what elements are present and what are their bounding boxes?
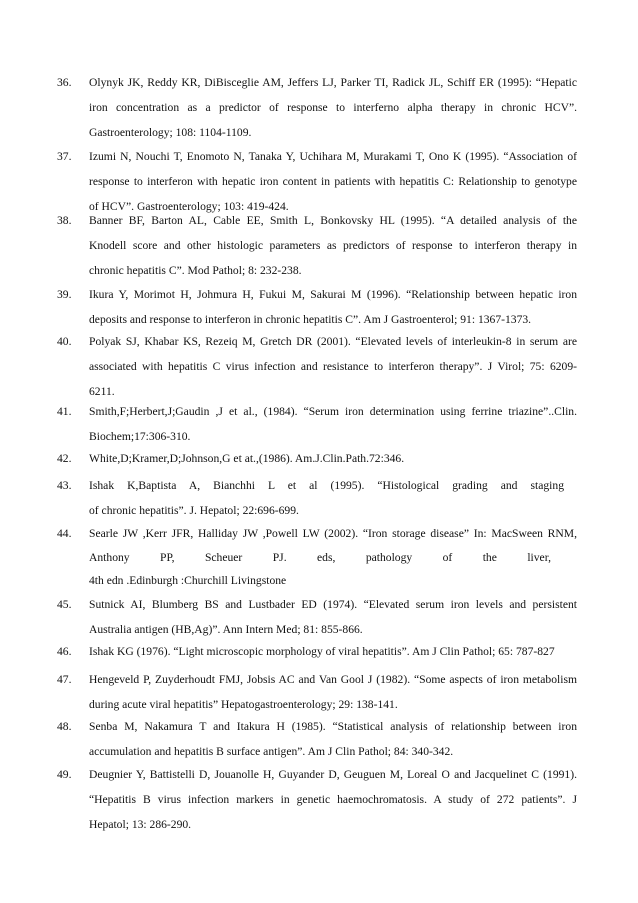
- reference-line: Sutnick AI, Blumberg BS and Lustbader ED (1974). “Elevated serum iron levels and persistent: [89, 598, 577, 611]
- reference-number: 44.: [57, 527, 72, 540]
- reference-line: accumulation and hepatitis B surface antigen”. Am J Clin Pathol; 84: 340-342.: [89, 745, 454, 758]
- reference-line: Polyak SJ, Khabar KS, Rezeiq M, Gretch DR (2001). “Elevated levels of interleukin-8 in serum are: [89, 335, 577, 348]
- reference-line: Ishak KG (1976). “Light microscopic morphology of viral hepatitis”. Am J Clin Pathol; 65: 787-827: [89, 645, 555, 658]
- reference-number: 41.: [57, 405, 72, 418]
- reference-line: 4th edn .Edinburgh :Churchill Livingstone: [89, 574, 287, 587]
- reference-line: Olynyk JK, Reddy KR, DiBisceglie AM, Jeffers LJ, Parker TI, Radick JL, Schiff ER (1995): “Hepatic: [89, 76, 577, 89]
- reference-line: deposits and response to interferon in chronic hepatitis C”. Am J Gastroenterol; 91: 1367-1373.: [89, 313, 532, 326]
- reference-number: 49.: [57, 768, 72, 781]
- reference-line: Hengeveld P, Zuyderhoudt FMJ, Jobsis AC and Van Gool J (1982). “Some aspects of iron metabolism: [89, 673, 577, 686]
- reference-line: Smith,F;Herbert,J;Gaudin ,J et al., (1984). “Serum iron determination using ferrine triazine”..Clin.: [89, 405, 577, 418]
- reference-number: 39.: [57, 288, 72, 301]
- reference-line: during acute viral hepatitis” Hepatogastroenterology; 29: 138-141.: [89, 698, 398, 711]
- reference-line: associated with hepatitis C virus infection and resistance to interferon therapy”. J Virol; 75: 6209-: [89, 360, 577, 373]
- reference-line: chronic hepatitis C”. Mod Pathol; 8: 232-238.: [89, 264, 302, 277]
- reference-line: Gastroenterology; 108: 1104-1109.: [89, 126, 252, 139]
- reference-line: Ishak K,Baptista A, Bianchhi L et al (1995). “Histological grading and staging: [89, 479, 564, 492]
- reference-number: 45.: [57, 598, 72, 611]
- reference-line: Biochem;17:306-310.: [89, 430, 191, 443]
- reference-number: 47.: [57, 673, 72, 686]
- reference-line: Senba M, Nakamura T and Itakura H (1985). “Statistical analysis of relationship between iron: [89, 720, 577, 733]
- reference-line: Searle JW ,Kerr JFR, Halliday JW ,Powell LW (2002). “Iron storage disease” In: MacSween RNM,: [89, 527, 577, 540]
- reference-line: response to interferon with hepatic iron content in patients with hepatitis C: Relationship to genotype: [89, 175, 577, 188]
- reference-line: Deugnier Y, Battistelli D, Jouanolle H, Guyander D, Geuguen M, Loreal O and Jacquelinet C (1991).: [89, 768, 577, 781]
- reference-line: Izumi N, Nouchi T, Enomoto N, Tanaka Y, Uchihara M, Murakami T, Ono K (1995). “Association of: [89, 150, 577, 163]
- reference-line: of HCV”. Gastroenterology; 103: 419-424.: [89, 200, 289, 213]
- reference-line: Hepatol; 13: 286-290.: [89, 818, 192, 831]
- reference-number: 43.: [57, 479, 72, 492]
- reference-line: Knodell score and other histologic parameters as predictors of response to interferon therapy in: [89, 239, 577, 252]
- reference-line: Ikura Y, Morimot H, Johmura H, Fukui M, Sakurai M (1996). “Relationship between hepatic iron: [89, 288, 577, 301]
- reference-line: Banner BF, Barton AL, Cable EE, Smith L, Bonkovsky HL (1995). “A detailed analysis of the: [89, 214, 577, 227]
- reference-line: Anthony PP, Scheuer PJ. eds, pathology of the liver,: [89, 551, 551, 564]
- reference-number: 48.: [57, 720, 72, 733]
- reference-line: “Hepatitis B virus infection markers in genetic haemochromatosis. A study of 272 patients”. J: [89, 793, 577, 806]
- reference-line: White,D;Kramer,D;Johnson,G et at.,(1986). Am.J.Clin.Path.72:346.: [89, 452, 405, 465]
- reference-number: 38.: [57, 214, 72, 227]
- reference-number: 36.: [57, 76, 72, 89]
- reference-line: of chronic hepatitis”. J. Hepatol; 22:696-699.: [89, 504, 299, 517]
- reference-number: 37.: [57, 150, 72, 163]
- reference-number: 46.: [57, 645, 72, 658]
- reference-line: 6211.: [89, 385, 115, 398]
- reference-line: iron concentration as a predictor of response to interferno alpha therapy in chronic HCV”.: [89, 101, 577, 114]
- reference-line: Australia antigen (HB,Ag)”. Ann Intern Med; 81: 855-866.: [89, 623, 363, 636]
- reference-number: 42.: [57, 452, 72, 465]
- reference-number: 40.: [57, 335, 72, 348]
